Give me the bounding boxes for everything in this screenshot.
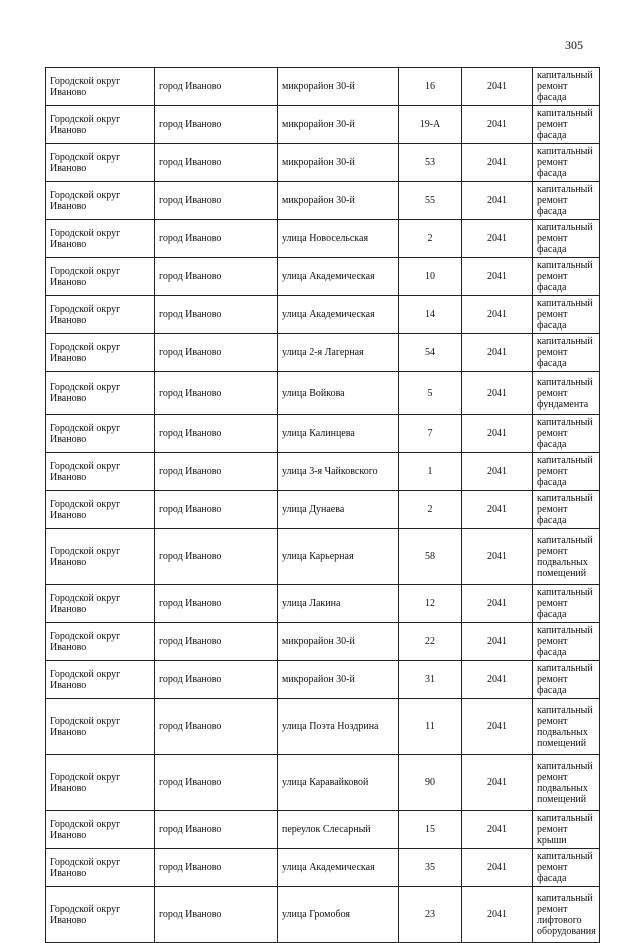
city-cell: город Иваново [155, 296, 278, 334]
work-type-cell: капитальный ремонт фасада [533, 453, 600, 491]
work-type-cell: капитальный ремонт фундамента [533, 372, 600, 415]
year-cell: 2041 [462, 755, 533, 811]
street-cell: улица Войкова [278, 372, 399, 415]
district-cell: Городской округ Иваново [46, 491, 155, 529]
table-row [46, 811, 600, 849]
city-cell: город Иваново [155, 887, 278, 943]
city-cell: город Иваново [155, 182, 278, 220]
city-cell: город Иваново [155, 811, 278, 849]
house-number-cell: 58 [399, 529, 462, 585]
city-cell: город Иваново [155, 68, 278, 106]
year-cell: 2041 [462, 623, 533, 661]
year-cell: 2041 [462, 334, 533, 372]
city-cell: город Иваново [155, 849, 278, 887]
street-cell: микрорайон 30-й [278, 144, 399, 182]
table-row [46, 144, 600, 182]
work-type-cell: капитальный ремонт лифтового оборудования [533, 887, 600, 943]
city-cell: город Иваново [155, 334, 278, 372]
house-number-cell: 35 [399, 849, 462, 887]
table-row [46, 623, 600, 661]
year-cell: 2041 [462, 106, 533, 144]
street-cell: микрорайон 30-й [278, 182, 399, 220]
district-cell: Городской округ Иваново [46, 699, 155, 755]
table-row [46, 699, 600, 755]
table-row [46, 220, 600, 258]
district-cell: Городской округ Иваново [46, 220, 155, 258]
district-cell: Городской округ Иваново [46, 415, 155, 453]
district-cell: Городской округ Иваново [46, 623, 155, 661]
year-cell: 2041 [462, 220, 533, 258]
table-row [46, 372, 600, 415]
repair-schedule-table [45, 67, 600, 943]
district-cell: Городской округ Иваново [46, 68, 155, 106]
year-cell: 2041 [462, 811, 533, 849]
street-cell: улица Дунаева [278, 491, 399, 529]
table-row [46, 296, 600, 334]
city-cell: город Иваново [155, 220, 278, 258]
city-cell: город Иваново [155, 144, 278, 182]
street-cell: микрорайон 30-й [278, 661, 399, 699]
work-type-cell: капитальный ремонт фасада [533, 144, 600, 182]
house-number-cell: 11 [399, 699, 462, 755]
year-cell: 2041 [462, 144, 533, 182]
house-number-cell: 14 [399, 296, 462, 334]
work-type-cell: капитальный ремонт фасада [533, 296, 600, 334]
city-cell: город Иваново [155, 661, 278, 699]
table-row [46, 529, 600, 585]
house-number-cell: 54 [399, 334, 462, 372]
work-type-cell: капитальный ремонт подвальных помещений [533, 755, 600, 811]
table-row [46, 258, 600, 296]
work-type-cell: капитальный ремонт подвальных помещений [533, 529, 600, 585]
street-cell: улица Каравайковой [278, 755, 399, 811]
year-cell: 2041 [462, 849, 533, 887]
house-number-cell: 53 [399, 144, 462, 182]
street-cell: улица Академическая [278, 296, 399, 334]
work-type-cell: капитальный ремонт подвальных помещений [533, 699, 600, 755]
work-type-cell: капитальный ремонт фасада [533, 491, 600, 529]
district-cell: Городской округ Иваново [46, 585, 155, 623]
year-cell: 2041 [462, 887, 533, 943]
district-cell: Городской округ Иваново [46, 661, 155, 699]
table-row [46, 68, 600, 106]
district-cell: Городской округ Иваново [46, 887, 155, 943]
table-row [46, 491, 600, 529]
city-cell: город Иваново [155, 453, 278, 491]
district-cell: Городской округ Иваново [46, 258, 155, 296]
city-cell: город Иваново [155, 106, 278, 144]
year-cell: 2041 [462, 453, 533, 491]
table-row [46, 334, 600, 372]
year-cell: 2041 [462, 661, 533, 699]
house-number-cell: 1 [399, 453, 462, 491]
year-cell: 2041 [462, 296, 533, 334]
house-number-cell: 10 [399, 258, 462, 296]
city-cell: город Иваново [155, 491, 278, 529]
work-type-cell: капитальный ремонт фасада [533, 182, 600, 220]
street-cell: микрорайон 30-й [278, 68, 399, 106]
street-cell: микрорайон 30-й [278, 623, 399, 661]
year-cell: 2041 [462, 258, 533, 296]
year-cell: 2041 [462, 529, 533, 585]
year-cell: 2041 [462, 699, 533, 755]
year-cell: 2041 [462, 182, 533, 220]
table-row [46, 755, 600, 811]
street-cell: улица Громобоя [278, 887, 399, 943]
street-cell: улица Поэта Ноздрина [278, 699, 399, 755]
year-cell: 2041 [462, 491, 533, 529]
street-cell: микрорайон 30-й [278, 106, 399, 144]
year-cell: 2041 [462, 415, 533, 453]
district-cell: Городской округ Иваново [46, 529, 155, 585]
work-type-cell: капитальный ремонт фасада [533, 585, 600, 623]
year-cell: 2041 [462, 68, 533, 106]
city-cell: город Иваново [155, 372, 278, 415]
city-cell: город Иваново [155, 623, 278, 661]
page-number: 305 [565, 38, 583, 52]
house-number-cell: 2 [399, 220, 462, 258]
work-type-cell: капитальный ремонт фасада [533, 334, 600, 372]
district-cell: Городской округ Иваново [46, 334, 155, 372]
city-cell: город Иваново [155, 415, 278, 453]
house-number-cell: 16 [399, 68, 462, 106]
work-type-cell: капитальный ремонт фасада [533, 623, 600, 661]
work-type-cell: капитальный ремонт крыши [533, 811, 600, 849]
table-row [46, 849, 600, 887]
table-row [46, 106, 600, 144]
year-cell: 2041 [462, 372, 533, 415]
street-cell: улица Карьерная [278, 529, 399, 585]
work-type-cell: капитальный ремонт фасада [533, 106, 600, 144]
street-cell: улица 2-я Лагерная [278, 334, 399, 372]
district-cell: Городской округ Иваново [46, 296, 155, 334]
table-row [46, 415, 600, 453]
city-cell: город Иваново [155, 585, 278, 623]
city-cell: город Иваново [155, 755, 278, 811]
city-cell: город Иваново [155, 529, 278, 585]
work-type-cell: капитальный ремонт фасада [533, 849, 600, 887]
house-number-cell: 2 [399, 491, 462, 529]
street-cell: переулок Слесарный [278, 811, 399, 849]
district-cell: Городской округ Иваново [46, 755, 155, 811]
street-cell: улица Лакина [278, 585, 399, 623]
street-cell: улица Академическая [278, 849, 399, 887]
work-type-cell: капитальный ремонт фасада [533, 68, 600, 106]
house-number-cell: 23 [399, 887, 462, 943]
district-cell: Городской округ Иваново [46, 106, 155, 144]
table-row [46, 182, 600, 220]
house-number-cell: 5 [399, 372, 462, 415]
house-number-cell: 90 [399, 755, 462, 811]
table-row [46, 585, 600, 623]
district-cell: Городской округ Иваново [46, 453, 155, 491]
house-number-cell: 31 [399, 661, 462, 699]
table-row [46, 453, 600, 491]
street-cell: улица Новосельская [278, 220, 399, 258]
work-type-cell: капитальный ремонт фасада [533, 415, 600, 453]
city-cell: город Иваново [155, 699, 278, 755]
district-cell: Городской округ Иваново [46, 182, 155, 220]
district-cell: Городской округ Иваново [46, 144, 155, 182]
table-row [46, 887, 600, 943]
city-cell: город Иваново [155, 258, 278, 296]
street-cell: улица Калинцева [278, 415, 399, 453]
house-number-cell: 15 [399, 811, 462, 849]
house-number-cell: 7 [399, 415, 462, 453]
district-cell: Городской округ Иваново [46, 849, 155, 887]
district-cell: Городской округ Иваново [46, 372, 155, 415]
work-type-cell: капитальный ремонт фасада [533, 258, 600, 296]
district-cell: Городской округ Иваново [46, 811, 155, 849]
table-row [46, 661, 600, 699]
house-number-cell: 19-А [399, 106, 462, 144]
street-cell: улица 3-я Чайковского [278, 453, 399, 491]
house-number-cell: 55 [399, 182, 462, 220]
work-type-cell: капитальный ремонт фасада [533, 661, 600, 699]
house-number-cell: 22 [399, 623, 462, 661]
year-cell: 2041 [462, 585, 533, 623]
street-cell: улица Академическая [278, 258, 399, 296]
house-number-cell: 12 [399, 585, 462, 623]
work-type-cell: капитальный ремонт фасада [533, 220, 600, 258]
